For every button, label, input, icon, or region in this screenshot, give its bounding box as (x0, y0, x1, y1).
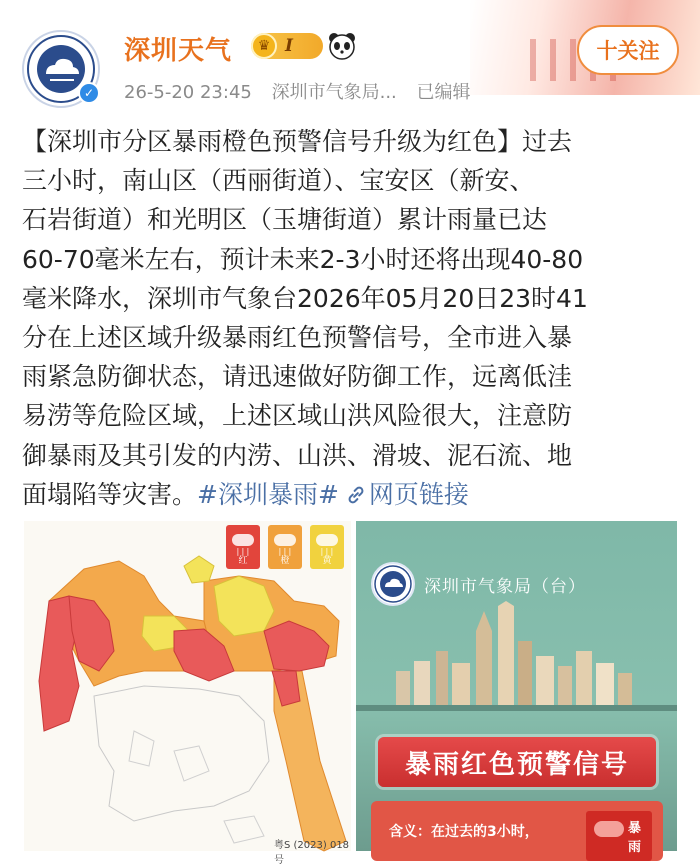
red-rainstorm-signal-icon (586, 811, 652, 861)
warning-meaning-text: 含义：在过去的3小时， (389, 824, 539, 840)
legend-orange-label: 橙 (280, 556, 290, 566)
post-timestamp: 26-5-20 23:45 (124, 82, 252, 103)
post-line: 御暴雨及其引发的内涝、山洪、滑坡、泥石流、地 (22, 440, 573, 470)
account-name[interactable]: 深圳天气 (124, 36, 233, 66)
poster-organization: 深圳市气象局（台） (424, 577, 586, 597)
post-meta (124, 78, 485, 104)
post-line: 雨紧急防御状态，请迅速做好防御工作，远离低洼 (22, 362, 573, 392)
post-line: 易涝等危险区域，上述区域山洪风险很大，注意防 (22, 401, 573, 431)
city-skyline-illustration (356, 601, 677, 711)
warning-signal-title: 暴雨红色预警信号 (378, 737, 656, 787)
legend-yellow-signal: ∣∣∣ 黄 (310, 525, 344, 569)
verified-badge-icon: ✓ (78, 82, 100, 104)
map-approval-number: 粤S (2023) 018号 (274, 840, 350, 866)
warning-poster-image[interactable] (356, 521, 677, 855)
warning-meaning-card (371, 801, 663, 861)
post-last-line (22, 475, 682, 514)
follow-button[interactable]: 十关注 (577, 25, 679, 75)
legend-orange-signal: ∣∣∣ 橙 (268, 525, 302, 569)
post-line: 三小时，南山区（西丽街道）、宝安区（新安、 (22, 166, 535, 196)
shenzhen-district-map (24, 521, 351, 851)
web-link[interactable]: 网页链接 (368, 479, 469, 509)
level-label: I (285, 36, 293, 56)
edited-label: 已编辑 (416, 82, 471, 103)
post-source[interactable]: 深圳市气象局... (271, 82, 397, 103)
post-line: 毫米降水，深圳市气象台2026年05月20日23时41 (22, 283, 588, 313)
poster-logo (371, 562, 415, 606)
link-icon[interactable] (345, 484, 367, 506)
legend-red-signal: ∣∣∣ 红 (226, 525, 260, 569)
post-line-end: 面塌陷等灾害。 (22, 479, 198, 509)
post-line: 石岩街道）和光明区（玉塘街道）累计雨量已达 (22, 205, 548, 235)
legend-red-label: 红 (238, 556, 248, 566)
meteorological-logo-icon (373, 564, 413, 604)
panda-icon[interactable] (327, 31, 357, 61)
warning-map-image[interactable] (24, 521, 351, 866)
legend-yellow-label: 黄 (322, 556, 332, 566)
member-level-badge[interactable] (251, 33, 323, 59)
post-line: 分在上述区域升级暴雨红色预警信号，全市进入暴 (22, 322, 573, 352)
signal-label: 暴雨 (628, 821, 642, 855)
post-body (22, 122, 682, 514)
post-header (0, 0, 700, 118)
post-line: 60-70毫米左右，预计未来2-3小时还将出现40-80 (22, 244, 584, 274)
post-line: 【深圳市分区暴雨橙色预警信号升级为红色】过去 (22, 127, 573, 156)
crown-icon: ♛ (251, 33, 277, 59)
hashtag-link[interactable]: #深圳暴雨# (197, 479, 339, 509)
